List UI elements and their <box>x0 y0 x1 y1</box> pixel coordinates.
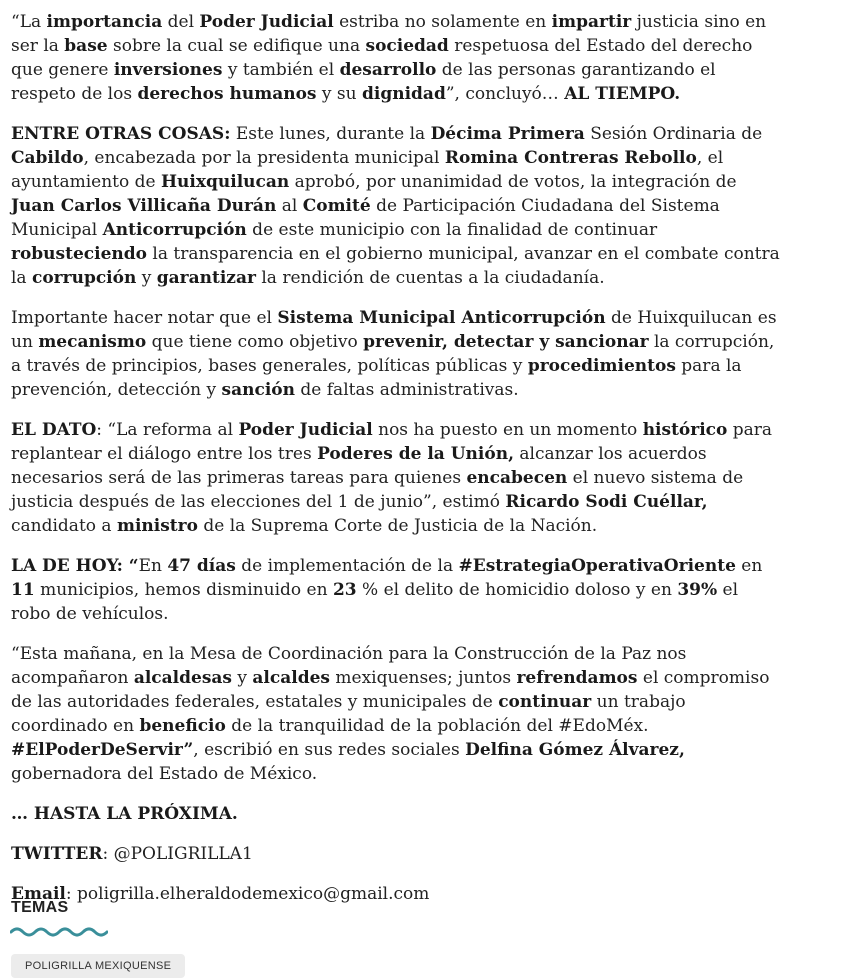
bold-text: 47 días <box>167 556 236 576</box>
text-run: nos ha puesto en un momento <box>372 420 643 440</box>
text-run: “Esta mañana, en la Mesa de Coordinación para la Construcción de la Paz nos acompañaron <box>11 644 687 688</box>
text-run: mexiquenses; juntos <box>330 668 517 688</box>
article-body <box>11 10 781 922</box>
text-run: , escribió en sus redes sociales <box>193 740 466 760</box>
text-run: municipios, hemos disminuido en <box>34 580 333 600</box>
article-paragraph <box>11 10 781 106</box>
text-run: un trabajo coordinado en <box>11 692 686 736</box>
bold-text: inversiones <box>113 60 223 80</box>
bold-text: garantizar <box>156 268 256 288</box>
bold-text: Comité <box>302 196 371 216</box>
bold-text: refrendamos <box>516 668 638 688</box>
bold-text: importancia <box>46 12 163 32</box>
text-run: y <box>232 668 253 688</box>
bold-text: ministro <box>116 516 198 536</box>
bold-text: mecanismo <box>38 332 147 352</box>
text-run: justicia sino en ser la <box>11 12 767 56</box>
bold-text: Delfina Gómez Álvarez, <box>465 740 685 760</box>
bold-text: desarrollo <box>339 60 437 80</box>
article-paragraph <box>11 842 781 866</box>
bold-text: #EstrategiaOperativaOriente <box>458 556 736 576</box>
bold-text: Cabildo <box>11 148 84 168</box>
bold-text: Ricardo Sodi Cuéllar, <box>505 492 708 512</box>
bold-text: … HASTA LA PRÓXIMA. <box>11 804 238 824</box>
bold-text: corrupción <box>31 268 137 288</box>
bold-text: derechos humanos <box>137 84 317 104</box>
text-run: la rendición de cuentas a la ciudadanía. <box>255 268 605 288</box>
bold-text: alcaldesas <box>133 668 232 688</box>
bold-text: dignidad <box>362 84 446 104</box>
text-run: ”, concluyó… <box>445 84 565 104</box>
bold-text: robusteciendo <box>11 244 147 264</box>
bold-text: Poder Judicial <box>199 12 334 32</box>
bold-text: Huixquilucan <box>161 172 290 192</box>
text-run: de faltas administrativas. <box>295 380 519 400</box>
temas-heading: TEMAS <box>11 899 69 916</box>
text-run: la transparencia en el gobierno municipal, avanzar en el combate contra la <box>11 244 780 288</box>
bold-text: 39% <box>677 580 718 600</box>
bold-text: Email <box>11 884 66 904</box>
bold-text: prevenir, detectar y sancionar <box>363 332 649 352</box>
bold-text: EL DATO <box>11 420 97 440</box>
text-run: al <box>276 196 303 216</box>
text-run: de Participación Ciudadana del Sistema Municipal <box>11 196 720 240</box>
bold-text: continuar <box>498 692 592 712</box>
bold-text: encabecen <box>466 468 568 488</box>
article-paragraph <box>11 418 781 538</box>
bold-text: Poderes de la Unión, <box>317 444 514 464</box>
text-run: , encabezada por la presidenta municipal <box>83 148 445 168</box>
bold-text: base <box>64 36 108 56</box>
wave-divider-icon <box>10 925 108 937</box>
tag-poligrilla-mexiquense[interactable]: POLIGRILLA MEXIQUENSE <box>11 954 185 978</box>
text-run: respetuosa del Estado del derecho que genere <box>11 36 753 80</box>
text-run: alcanzar los acuerdos necesarios será de las primeras tareas para quienes <box>11 444 707 488</box>
bold-text: Romina Contreras Rebollo <box>444 148 697 168</box>
text-run: del <box>162 12 200 32</box>
text-run: y su <box>316 84 362 104</box>
text-run: : poligrilla.elheraldodemexico@gmail.com <box>65 884 430 904</box>
bold-text: Poder Judicial <box>238 420 373 440</box>
article-paragraph <box>11 306 781 402</box>
bold-text: impartir <box>551 12 632 32</box>
text-run: que tiene como objetivo <box>146 332 364 352</box>
text-run: y también el <box>222 60 340 80</box>
bold-text: beneficio <box>139 716 226 736</box>
bold-text: procedimientos <box>527 356 676 376</box>
text-run: , el ayuntamiento de <box>11 148 724 192</box>
text-run: : “La reforma al <box>96 420 239 440</box>
text-run: el robo de vehículos. <box>11 580 739 624</box>
text-run: de implementación de la <box>235 556 459 576</box>
bold-text: Anticorrupción <box>102 220 247 240</box>
bold-text: #ElPoderDeServir” <box>11 740 194 760</box>
text-run: para la prevención, detección y <box>11 356 742 400</box>
text-run: la corrupción, a través de principios, bases generales, políticas públicas y <box>11 332 775 376</box>
bold-text: TWITTER <box>11 844 103 864</box>
bold-text: ENTRE OTRAS COSAS: <box>11 124 231 144</box>
text-run: gobernadora del Estado de México. <box>11 764 318 784</box>
text-run: para replantear el diálogo entre los tres <box>11 420 773 464</box>
bold-text: Sistema Municipal Anticorrupción <box>277 308 606 328</box>
text-run: y <box>136 268 157 288</box>
text-run: candidato a <box>11 516 117 536</box>
bold-text: sanción <box>221 380 296 400</box>
text-run: estriba no solamente en <box>333 12 552 32</box>
text-run: aprobó, por unanimidad de votos, la integración de <box>289 172 737 192</box>
bold-text: 11 <box>11 580 35 600</box>
article-paragraph <box>11 802 781 826</box>
text-run: Sesión Ordinaria de <box>584 124 763 144</box>
bold-text: AL TIEMPO. <box>564 84 681 104</box>
text-run: : @POLIGRILLA1 <box>102 844 253 864</box>
text-run: el compromiso de las autoridades federales, estatales y municipales de <box>11 668 770 712</box>
bold-text: LA DE HOY: “ <box>11 556 139 576</box>
text-run: % el delito de homicidio doloso y en <box>356 580 678 600</box>
article-paragraph <box>11 882 781 906</box>
bold-text: Juan Carlos Villicaña Durán <box>11 196 277 216</box>
bold-text: alcaldes <box>252 668 330 688</box>
text-run: el nuevo sistema de justicia después de las elecciones del 1 de junio”, estimó <box>11 468 744 512</box>
text-run: de este municipio con la finalidad de continuar <box>246 220 658 240</box>
text-run: En <box>138 556 168 576</box>
text-run: de Huixquilucan es un <box>11 308 777 352</box>
text-run: de la tranquilidad de la población del #EdoMéx. <box>225 716 649 736</box>
article-paragraph <box>11 122 781 290</box>
text-run: Este lunes, durante la <box>230 124 431 144</box>
text-run: “La <box>11 12 47 32</box>
text-run: Importante hacer notar que el <box>11 308 278 328</box>
text-run: de la Suprema Corte de Justicia de la Nación. <box>197 516 598 536</box>
article-paragraph <box>11 642 781 786</box>
text-run: en <box>735 556 763 576</box>
bold-text: 23 <box>332 580 357 600</box>
bold-text: histórico <box>642 420 728 440</box>
article-paragraph <box>11 554 781 626</box>
bold-text: Décima Primera <box>430 124 585 144</box>
text-run: de las personas garantizando el respeto de los <box>11 60 716 104</box>
bold-text: sociedad <box>365 36 449 56</box>
text-run: sobre la cual se edifique una <box>107 36 366 56</box>
